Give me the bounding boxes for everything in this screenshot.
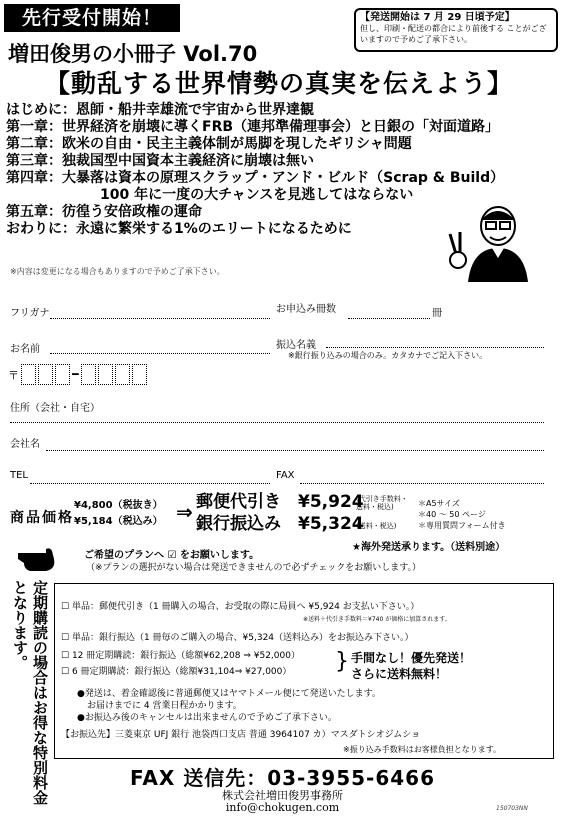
fax-label: FAX xyxy=(276,470,295,481)
address-label: 住所（会社・自宅） xyxy=(10,403,100,414)
bank-label: 銀行振込み xyxy=(196,514,281,534)
subscription-promo-vertical: 定期購読の場合はお得な特別料金となります。 xyxy=(11,580,49,805)
price-excl-tax: ¥4,800（税抜き） xyxy=(74,500,163,511)
quantity-unit: 冊 xyxy=(432,308,442,319)
postal-code-field[interactable] xyxy=(8,364,147,385)
spec-pages: ＊40 ～ 50 ページ xyxy=(418,510,486,519)
cod-note: (代引き手数料・送料・税込) xyxy=(356,495,408,511)
toc-chapter-5: 第五章：彷徨う安倍政権の運命 xyxy=(6,204,202,220)
shipping-info-2: お届けまでに 4 営業日程かかります。 xyxy=(87,701,242,711)
toc-chapter-4: 第四章：大暴落は資本の原理スクラップ・アンド・ビルド（Scrap & Build） xyxy=(6,170,505,186)
address-field[interactable] xyxy=(10,422,544,423)
shipping-notice xyxy=(354,8,558,52)
spec-form: ＊専用質問フォーム付き xyxy=(418,521,506,530)
promo-line-2: さらに送料無料！ xyxy=(351,667,448,681)
shipping-info-1: ●発送は、着金確認後に普通郵便又はヤマトメール便にて発送いたします。 xyxy=(77,689,381,699)
transfer-name-label: 振込名義 xyxy=(276,340,316,351)
toc-intro: はじめに：恩師・船井幸雄流で宇宙から世界達観 xyxy=(6,102,314,118)
form-code: 150703NN xyxy=(496,805,528,812)
cancellation-note: ●お振込み後のキャンセルは出来ませんので予めご了承下さい。 xyxy=(77,713,337,723)
contact-email[interactable]: info@chokugen.com xyxy=(225,801,340,814)
pointing-hand-icon xyxy=(16,545,60,575)
author-portrait xyxy=(446,204,536,282)
price-arrow-icon: ⇒ xyxy=(176,500,193,524)
main-title: 【動乱する世界情勢の真実を伝えよう】 xyxy=(44,69,513,98)
price-incl-tax: ¥5,184（税込み） xyxy=(74,516,163,527)
furigana-field[interactable] xyxy=(50,318,270,319)
plan-option-12-label: 12 冊定期購読：銀行振込（総額¥62,208 ⇒ ¥52,000） xyxy=(71,651,300,661)
series-title: 増田俊男の小冊子 Vol.70 xyxy=(8,42,258,66)
bank-price: ¥5,324 xyxy=(298,514,364,534)
checkbox[interactable]: ☐ xyxy=(61,667,70,677)
plan-intro: ご希望のプランへ ☑ をお願いします。 xyxy=(84,550,260,561)
cod-label: 郵便代引き xyxy=(196,492,281,512)
notice-title: 【発送開始は 7 月 29 日頃予定】 xyxy=(360,12,515,23)
fax-field[interactable] xyxy=(300,483,544,484)
checkbox[interactable]: ☐ xyxy=(61,651,70,661)
bank-account-info: 【お振込先】三菱東京 UFJ 銀行 池袋西口支店 普通 3964107 カ）マスダトシオジムショ xyxy=(61,730,421,740)
quantity-field[interactable] xyxy=(348,318,430,319)
company-field[interactable] xyxy=(46,450,544,451)
postal-digit-box[interactable] xyxy=(115,364,130,385)
quantity-label: お申込み冊数 xyxy=(276,304,336,315)
postal-digit-box[interactable] xyxy=(38,364,53,385)
tel-label: TEL xyxy=(10,470,28,481)
toc-chapter-2: 第二章：欧米の自由・民主主義体制が馬脚を現したギリシャ問題 xyxy=(6,136,412,152)
postal-digit-box[interactable] xyxy=(98,364,113,385)
name-label: お名前 xyxy=(10,344,40,355)
promo-line-1: 手間なし！優先発送！ xyxy=(351,651,472,665)
plan-option-12-issue[interactable] xyxy=(61,650,300,662)
name-field[interactable] xyxy=(50,353,270,354)
toc-chapter-1: 第一章：世界経済を崩壊に導くFRB（連邦準備理事会）と日銀の「対面道路」 xyxy=(6,119,500,135)
overseas-shipping: ★海外発送承ります。（送料別途） xyxy=(352,542,506,553)
postal-digit-box[interactable] xyxy=(55,364,70,385)
plan-option-cod-note: ※送料＋代引き手数料＝¥740 が価格に加算されます。 xyxy=(303,616,451,623)
plan-option-6-label: 6 冊定期購読：銀行振込（総額¥31,104⇒ ¥27,000） xyxy=(71,667,292,677)
bank-fee-note: ※振り込み手数料はお客様負担となります。 xyxy=(343,745,502,754)
company-name: 株式会社増田俊男事務所 xyxy=(222,789,343,802)
postal-mark: 〒 xyxy=(8,368,19,382)
cod-price: ¥5,924 xyxy=(298,492,364,512)
postal-digit-box[interactable] xyxy=(132,364,147,385)
content-change-note: ※内容は変更になる場合もありますので予めご了承下さい。 xyxy=(10,267,225,276)
fax-destination: FAX 送信先：03-3955-6466 xyxy=(130,766,435,790)
plan-option-bank[interactable] xyxy=(61,632,414,644)
plan-option-cod-label: 単品：郵便代引き（1 冊購入の場合、お受取の際に局員へ ¥5,924 お支払い下さい。） xyxy=(71,602,420,612)
toc-outro: おわりに：永遠に繁栄する1%のエリートになるために xyxy=(6,221,352,237)
notice-body: 但し、印刷・配送の都合により前後する ことがございますので予めご了承下さい。 xyxy=(360,24,547,44)
preorder-badge: 先行受付開始！ xyxy=(4,4,180,32)
product-specs xyxy=(418,498,506,531)
brace-icon: } xyxy=(335,649,349,674)
plan-option-bank-label: 単品：銀行振込（1 冊毎のご購入の場合、¥5,324（送料込み）をお振込み下さい。） xyxy=(71,633,414,643)
toc-chapter-4-continued: 100 年に一度の大チャンスを見逃してはならない xyxy=(100,187,414,203)
price-label: 商品価格 xyxy=(10,510,74,526)
company-label: 会社名 xyxy=(10,439,40,450)
subscription-promo xyxy=(351,650,471,682)
postal-hyphen-icon: ━ xyxy=(72,368,79,381)
transfer-name-field[interactable] xyxy=(326,347,544,348)
transfer-name-note: ※銀行振り込みの場合のみ。カタカナでご記入下さい。 xyxy=(288,351,488,360)
tel-field[interactable] xyxy=(30,483,270,484)
plan-option-cod[interactable] xyxy=(61,601,419,613)
plan-option-6-issue[interactable] xyxy=(61,666,291,678)
plan-warning: （※プランの選択がない場合は発送できませんので必ずチェックをお願いします。） xyxy=(86,563,422,573)
furigana-label: フリガナ xyxy=(10,308,50,319)
postal-digit-box[interactable] xyxy=(21,364,36,385)
checkbox[interactable]: ☐ xyxy=(61,602,70,612)
bank-note: (送料・税込) xyxy=(356,522,397,530)
plan-selection-box xyxy=(54,583,554,759)
spec-size: ＊A5サイズ xyxy=(418,499,460,508)
postal-digit-box[interactable] xyxy=(81,364,96,385)
checkbox[interactable]: ☐ xyxy=(61,633,70,643)
toc-chapter-3: 第三章：独裁国型中国資本主義経済に崩壊は無い xyxy=(6,153,314,169)
